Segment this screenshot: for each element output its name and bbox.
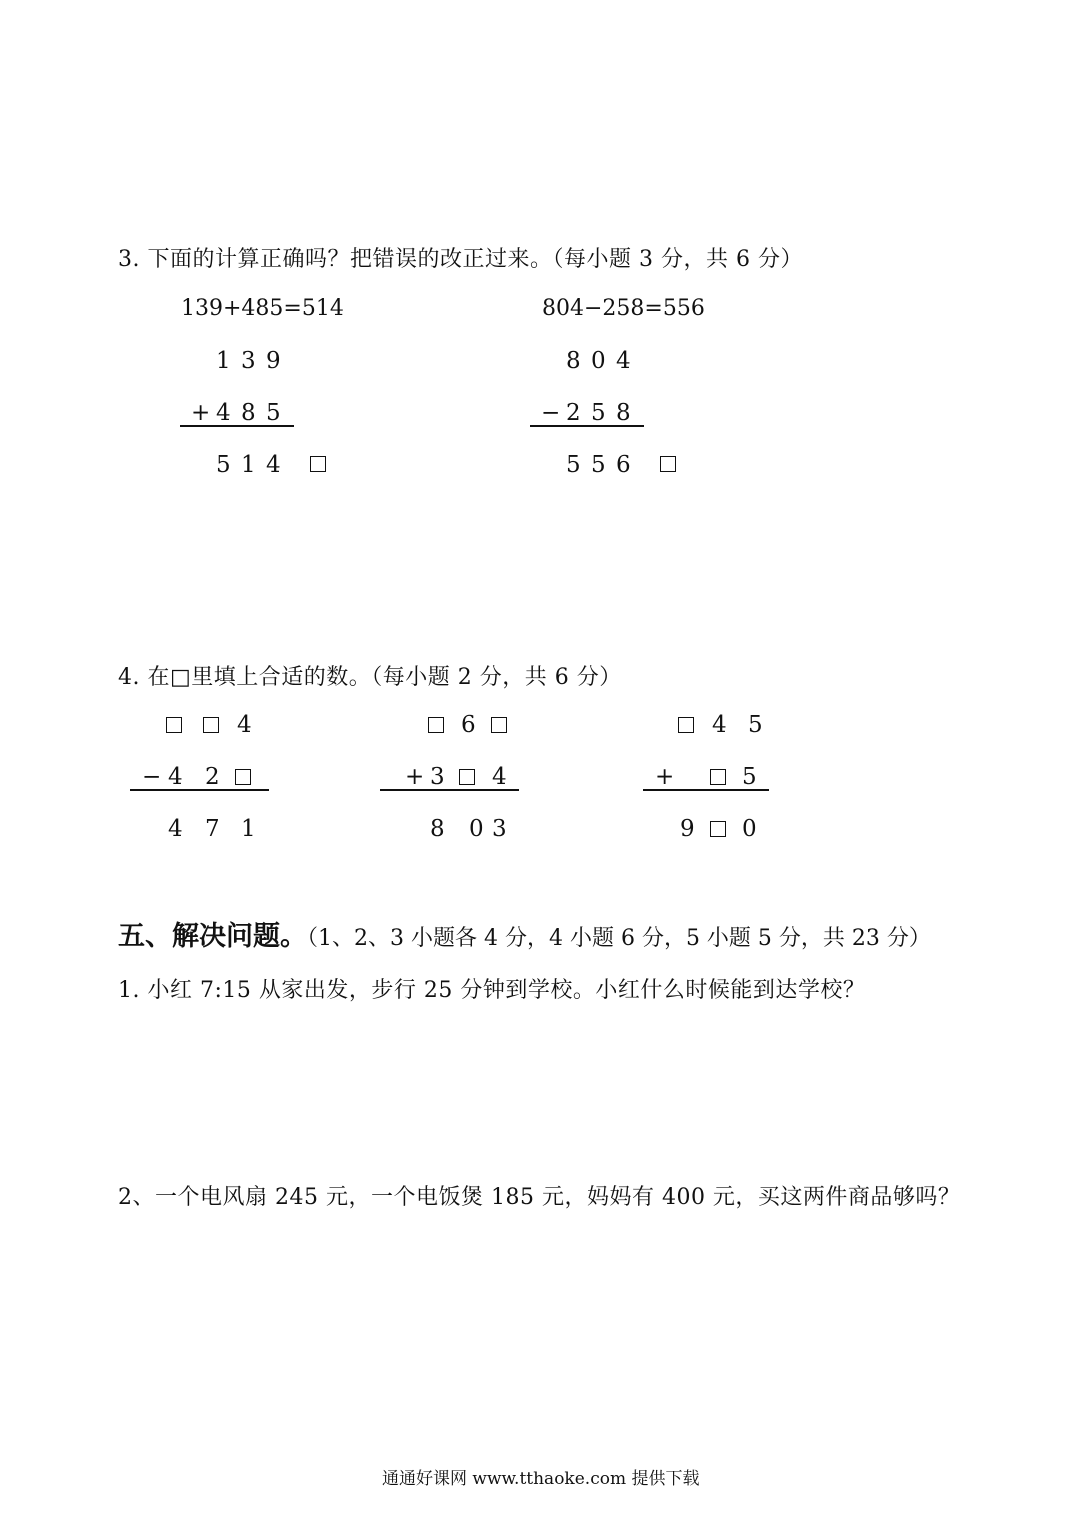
difference-line — [530, 425, 644, 427]
sum-line — [380, 789, 519, 791]
section-5-score-note: （1、2、3 小题各 4 分，4 小题 6 分，5 小题 5 分，共 23 分） — [307, 926, 931, 951]
digit: 4 — [266, 452, 281, 478]
operator: − — [142, 764, 162, 790]
digit: 1 — [216, 348, 231, 374]
digit: 7 — [205, 816, 220, 842]
digit: 6 — [616, 452, 631, 478]
digit: 5 — [266, 400, 281, 426]
digit: 5 — [566, 452, 581, 478]
footer-credit: 通通好课网 www.tthaoke.com 提供下载 — [382, 1469, 700, 1489]
blank-box[interactable] — [710, 821, 726, 837]
digit: 4 — [168, 764, 183, 790]
blank-box[interactable] — [491, 717, 507, 733]
digit: 3 — [241, 348, 256, 374]
digit: 5 — [591, 400, 606, 426]
operator: + — [655, 764, 675, 790]
digit: 8 — [430, 816, 445, 842]
q3-equation-1: 139+485=514 — [181, 296, 344, 321]
section-5-title: 五、解决问题。 — [118, 921, 307, 952]
digit: 5 — [216, 452, 231, 478]
digit: 9 — [266, 348, 281, 374]
digit: 8 — [241, 400, 256, 426]
digit: 3 — [430, 764, 445, 790]
blank-box[interactable] — [710, 769, 726, 785]
blank-box[interactable] — [678, 717, 694, 733]
digit: 4 — [616, 348, 631, 374]
digit: 3 — [492, 816, 507, 842]
sum-line — [643, 789, 769, 791]
difference-line — [130, 789, 269, 791]
section-5-question-1: 1. 小红 7:15 从家出发，步行 25 分钟到学校。小红什么时候能到达学校？ — [118, 978, 866, 1003]
digit: 0 — [742, 816, 757, 842]
digit: 4 — [237, 712, 252, 738]
answer-checkbox[interactable] — [660, 456, 676, 472]
operator: + — [405, 764, 425, 790]
digit: 5 — [742, 764, 757, 790]
digit: 1 — [241, 816, 256, 842]
section-5-question-2: 2、一个电风扇 245 元，一个电饭煲 185 元，妈妈有 400 元，买这两件商品够吗？ — [118, 1185, 961, 1210]
digit: 9 — [680, 816, 695, 842]
operator: − — [541, 400, 561, 426]
section-5-header — [118, 914, 931, 953]
digit: 0 — [469, 816, 484, 842]
blank-box[interactable] — [428, 717, 444, 733]
digit: 5 — [591, 452, 606, 478]
q3-equation-2: 804−258=556 — [542, 296, 705, 321]
digit: 4 — [168, 816, 183, 842]
digit: 0 — [591, 348, 606, 374]
digit: 4 — [492, 764, 507, 790]
digit: 4 — [216, 400, 231, 426]
digit: 5 — [748, 712, 763, 738]
question-4-heading: 4. 在□里填上合适的数。（每小题 2 分，共 6 分） — [118, 665, 622, 690]
operator: + — [191, 400, 211, 426]
blank-box[interactable] — [459, 769, 475, 785]
digit: 6 — [461, 712, 476, 738]
blank-box[interactable] — [203, 717, 219, 733]
blank-box[interactable] — [166, 717, 182, 733]
digit: 4 — [712, 712, 727, 738]
answer-checkbox[interactable] — [310, 456, 326, 472]
digit: 1 — [241, 452, 256, 478]
digit: 8 — [616, 400, 631, 426]
digit: 2 — [205, 764, 220, 790]
question-3-heading: 3. 下面的计算正确吗？把错误的改正过来。（每小题 3 分，共 6 分） — [118, 247, 803, 272]
blank-box[interactable] — [235, 769, 251, 785]
sum-line — [180, 425, 294, 427]
digit: 2 — [566, 400, 581, 426]
digit: 8 — [566, 348, 581, 374]
